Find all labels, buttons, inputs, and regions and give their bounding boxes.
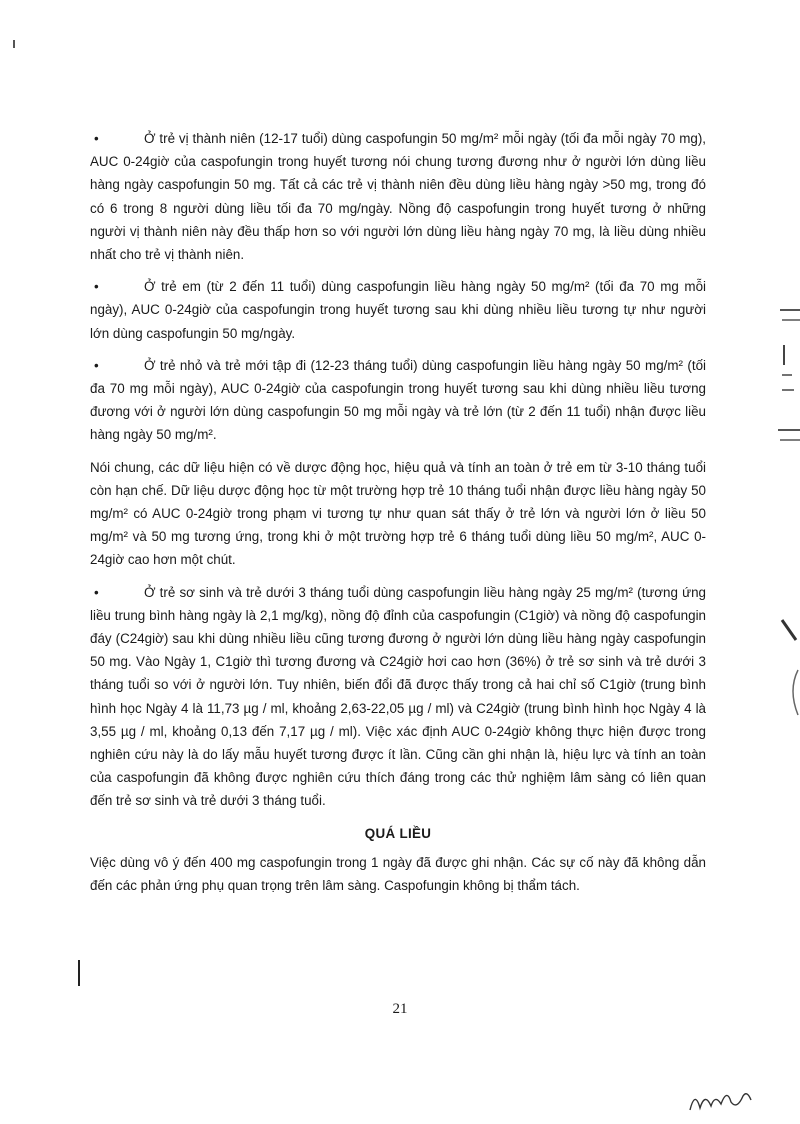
handwritten-signature xyxy=(685,1080,755,1120)
partial-seal-mark xyxy=(778,610,800,730)
paragraph-text: Ở trẻ vị thành niên (12-17 tuổi) dùng caspofungin 50 mg/m² mỗi ngày (tối đa mỗi ngày 70 mg), AUC 0-24giờ của caspofungin trong huyết tương nói chung tương đương như ở người lớn dùng liều hàng ngày caspofungin 50 mg. Tất cả các trẻ vị thành niên đều dùng liều hàng ngày >50 mg, trong đó có 6 trong 8 người dùng liều tối đa 70 mg/ngày. Nồng độ caspofungin trong huyết tương ở những người vị thành niên này đều thấp hơn so với người lớn dùng liều hàng ngày 70 mg, là liều dùng nhiều nhất cho trẻ vị thành niên. xyxy=(90,131,706,263)
partial-stamp-mark xyxy=(770,290,800,450)
paragraph-general xyxy=(90,456,706,572)
paragraph-text: Ở trẻ nhỏ và trẻ mới tập đi (12-23 tháng tuổi) dùng caspofungin liều hàng ngày 50 mg/m² (tối đa 70 mg mỗi ngày), AUC 0-24giờ của caspofungin trong huyết tương sau khi dùng nhiều liều tương đương với ở người lớn dùng caspofungin 50 mg mỗi ngày và trẻ lớn (từ 2 đến 11 tuổi) nhận được liều hàng ngày 50 mg/m². xyxy=(90,357,706,443)
paragraph-text: Ở trẻ em (từ 2 đến 11 tuổi) dùng caspofungin liều hàng ngày 50 mg/m² (tối đa 70 mg mỗi ngày), AUC 0-24giờ của caspofungin trong huyết tương sau khi dùng nhiều liều tương tự như người lớn dùng caspofungin 50 mg/ngày. xyxy=(90,279,706,341)
page-number: 21 xyxy=(392,1001,408,1017)
bullet-dot: • xyxy=(94,357,99,373)
overdose-paragraph: Việc dùng vô ý đến 400 mg caspofungin trong 1 ngày đã được ghi nhận. Các sự cố này đã không dẫn đến các phản ứng phụ quan trọng trên lâm sàng. Caspofungin không bị thẩm tách. xyxy=(90,854,706,894)
paragraph-text: Nói chung, các dữ liệu hiện có về dược động học, hiệu quả và tính an toàn ở trẻ em từ 3-10 tháng tuổi còn hạn chế. Dữ liệu dược động học từ một trường hợp trẻ 10 tháng tuổi nhận được liều hàng ngày 50 mg/m² có AUC 0-24giờ trong phạm vi tương tự như quan sát thấy ở trẻ lớn và người lớn ở liều 50 mg/m² và 50 mg tương ứng, trong khi ở một trường hợp trẻ 6 tháng tuổi dùng liều 50 mg/m², AUC 0-24giờ cao hơn một chút. xyxy=(90,459,706,568)
bullet-dot: • xyxy=(94,279,99,295)
scan-speck xyxy=(13,40,15,48)
bullet-paragraph-children xyxy=(90,275,706,345)
bullet-paragraph-toddlers xyxy=(90,354,706,447)
bullet-dot: • xyxy=(94,131,99,146)
margin-mark xyxy=(78,960,80,986)
paragraph-text: Ở trẻ sơ sinh và trẻ dưới 3 tháng tuổi dùng caspofungin liều hàng ngày 25 mg/m² (tương ứng liều trung bình hàng ngày là 2,1 mg/kg), nồng độ đỉnh của caspofungin (C1giờ) và nồng độ caspofungin đáy (C24giờ) sau khi dùng nhiều liều cũng tương đương ở người lớn dùng liều hàng ngày caspofungin 50 mg. Vào Ngày 1, C1giờ thì tương đương và C24giờ hơi cao hơn (36%) ở trẻ sơ sinh và trẻ dưới 3 tháng tuổi so với ở người lớn. Tuy nhiên, biến đổi đã được thấy trong cả hai chỉ số C1giờ (trung bình hình học Ngày 4 là 11,73 µg / ml, khoảng 2,63-22,05 µg / ml) và C24giờ (trung bình hình học Ngày 4 là 3,55 µg / ml, khoảng 0,13 đến 7,17 µg / ml). Việc xác định AUC 0-24giờ không thực hiện được trong nghiên cứu này là do lấy mẫu huyết tương được ít lần. Cũng cần ghi nhận là, hiệu lực và tính an toàn của caspofungin đã không được nghiên cứu thích đáng trong các thử nghiệm lâm sàng có liên quan đến trẻ sơ sinh và trẻ dưới 3 tháng tuổi. xyxy=(90,584,706,809)
section-heading-overdose: QUÁ LIỀU xyxy=(364,825,432,841)
bullet-paragraph-adolescents xyxy=(90,127,706,266)
document-body xyxy=(90,127,706,897)
bullet-paragraph-neonates xyxy=(90,581,706,813)
bullet-dot: • xyxy=(94,584,99,600)
